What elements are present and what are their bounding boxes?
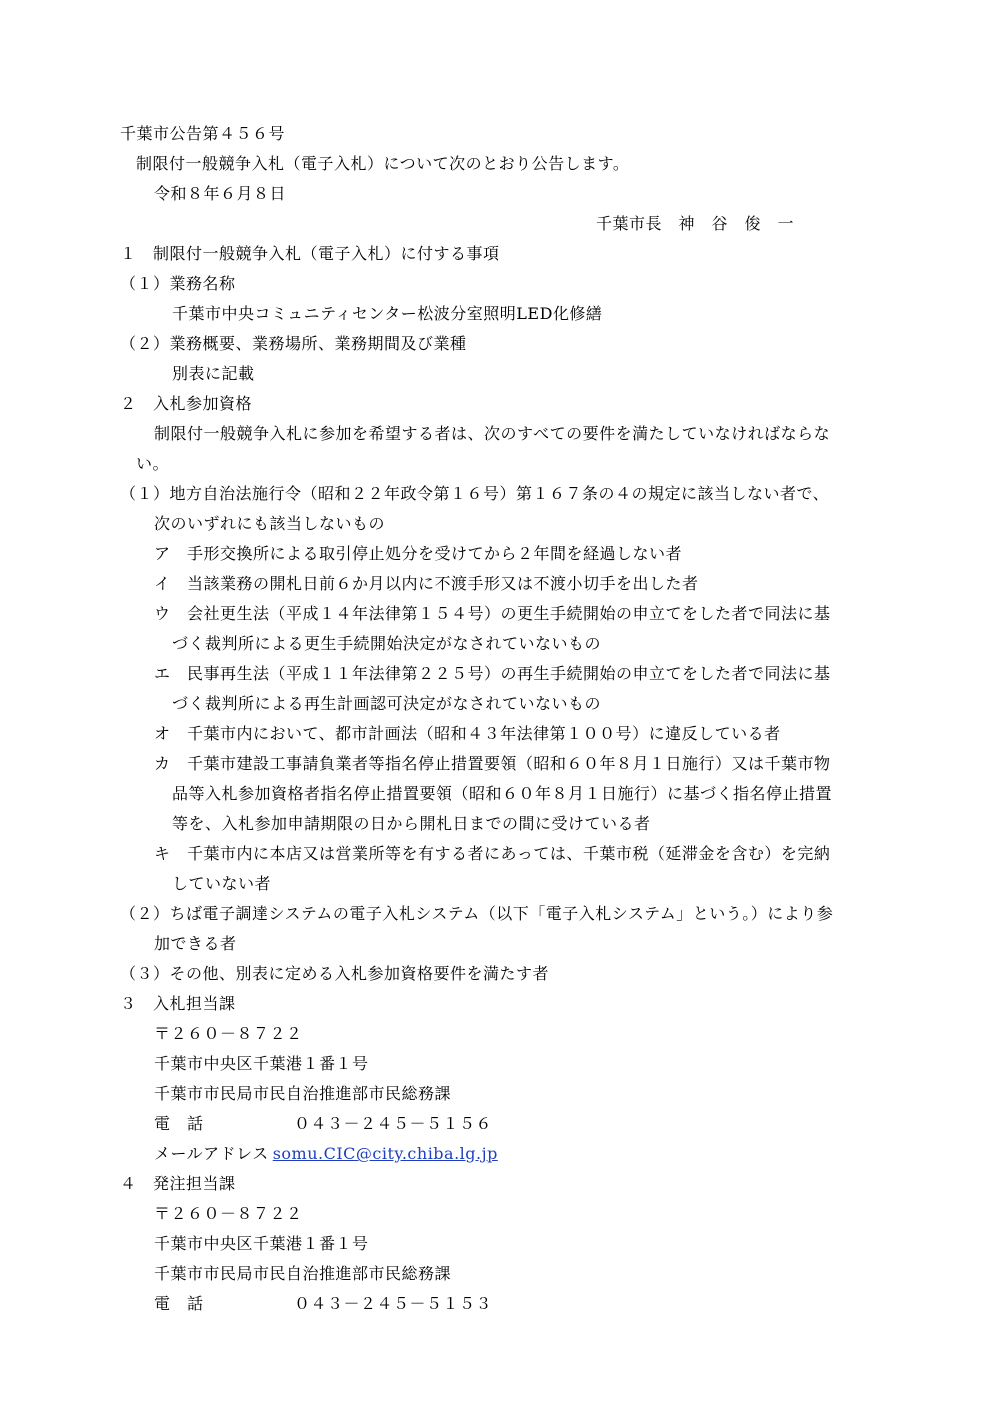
section4-phone-label: 電 話: [154, 1294, 204, 1313]
section2-item3: （３）その他、別表に定める入札参加資格要件を満たす者: [120, 964, 550, 983]
section3-postal: 〒２６０－８７２２: [154, 1024, 303, 1043]
section4-heading: ４ 発注担当課: [120, 1174, 236, 1193]
section2-sub-o: オ 千葉市内において、都市計画法（昭和４３年法律第１００号）に違反している者: [154, 724, 781, 743]
section2-intro-line2: い。: [136, 454, 170, 473]
notice-number: 千葉市公告第４５６号: [120, 124, 286, 143]
section3-heading: ３ 入札担当課: [120, 994, 236, 1013]
section3-email-row: [154, 1144, 498, 1164]
section2-sub-ki-line2: していない者: [172, 874, 272, 893]
notice-date: 令和８年６月８日: [154, 184, 287, 203]
section4-dept: 千葉市市民局市民自治推進部市民総務課: [154, 1264, 452, 1283]
section2-sub-ka-line3: 等を、入札参加申請期限の日から開札日までの間に受けている者: [172, 814, 651, 833]
section2-sub-u-line2: づく裁判所による更生手続開始決定がなされていないもの: [172, 634, 602, 653]
section2-sub-a: ア 手形交換所による取引停止処分を受けてから２年間を経過しない者: [154, 544, 683, 563]
section4-phone-number: ０４３－２４５－５１５３: [294, 1294, 493, 1313]
section1-item1-body: 千葉市中央コミュニティセンター松波分室照明LED化修繕: [172, 304, 603, 323]
section1-item2-heading: （２）業務概要、業務場所、業務期間及び業種: [120, 334, 467, 353]
section3-address: 千葉市中央区千葉港１番１号: [154, 1054, 369, 1073]
section3-phone-row: [154, 1114, 492, 1134]
section2-item1-line2: 次のいずれにも該当しないもの: [154, 514, 386, 533]
section2-sub-ka-line2: 品等入札参加資格者指名停止措置要領（昭和６０年８月１日施行）に基づく指名停止措置: [172, 784, 833, 803]
section4-phone-row: [154, 1294, 492, 1314]
section2-sub-e-line1: エ 民事再生法（平成１１年法律第２２５号）の再生手続開始の申立てをした者で同法に基: [154, 664, 831, 683]
section3-dept: 千葉市市民局市民自治推進部市民総務課: [154, 1084, 452, 1103]
section2-item2-line2: 加できる者: [154, 934, 237, 953]
section4-address: 千葉市中央区千葉港１番１号: [154, 1234, 369, 1253]
section2-sub-i: イ 当該業務の開札日前６か月以内に不渡手形又は不渡小切手を出した者: [154, 574, 699, 593]
section3-phone-number: ０４３－２４５－５１５６: [294, 1114, 493, 1133]
section2-sub-ki-line1: キ 千葉市内に本店又は営業所等を有する者にあっては、千葉市税（延滞金を含む）を完納: [154, 844, 831, 863]
section1-heading: １ 制限付一般競争入札（電子入札）に付する事項: [120, 244, 500, 263]
section2-item2-line1: （２）ちば電子調達システムの電子入札システム（以下「電子入札システム」という。）により参: [120, 904, 834, 923]
section3-email-label: メールアドレス: [154, 1144, 269, 1163]
section2-sub-ka-line1: カ 千葉市建設工事請負業者等指名停止措置要領（昭和６０年８月１日施行）又は千葉市物: [154, 754, 831, 773]
section2-sub-e-line2: づく裁判所による再生計画認可決定がなされていないもの: [172, 694, 602, 713]
notice-issuer: 千葉市長 神 谷 俊 一: [596, 214, 795, 233]
section2-heading: ２ 入札参加資格: [120, 394, 253, 413]
section1-item1-heading: （１）業務名称: [120, 274, 236, 293]
section2-intro-line1: 制限付一般競争入札に参加を希望する者は、次のすべての要件を満たしていなければならな: [154, 424, 831, 443]
section4-postal: 〒２６０－８７２２: [154, 1204, 303, 1223]
section3-phone-label: 電 話: [154, 1114, 204, 1133]
section1-item2-body: 別表に記載: [172, 364, 255, 383]
section3-email-link[interactable]: somu.CIC@city.chiba.lg.jp: [272, 1144, 498, 1163]
section2-item1-line1: （１）地方自治法施行令（昭和２２年政令第１６号）第１６７条の４の規定に該当しない者で、: [120, 484, 830, 503]
notice-intro: 制限付一般競争入札（電子入札）について次のとおり公告します。: [136, 154, 630, 173]
section2-sub-u-line1: ウ 会社更生法（平成１４年法律第１５４号）の更生手続開始の申立てをした者で同法に基: [154, 604, 831, 623]
